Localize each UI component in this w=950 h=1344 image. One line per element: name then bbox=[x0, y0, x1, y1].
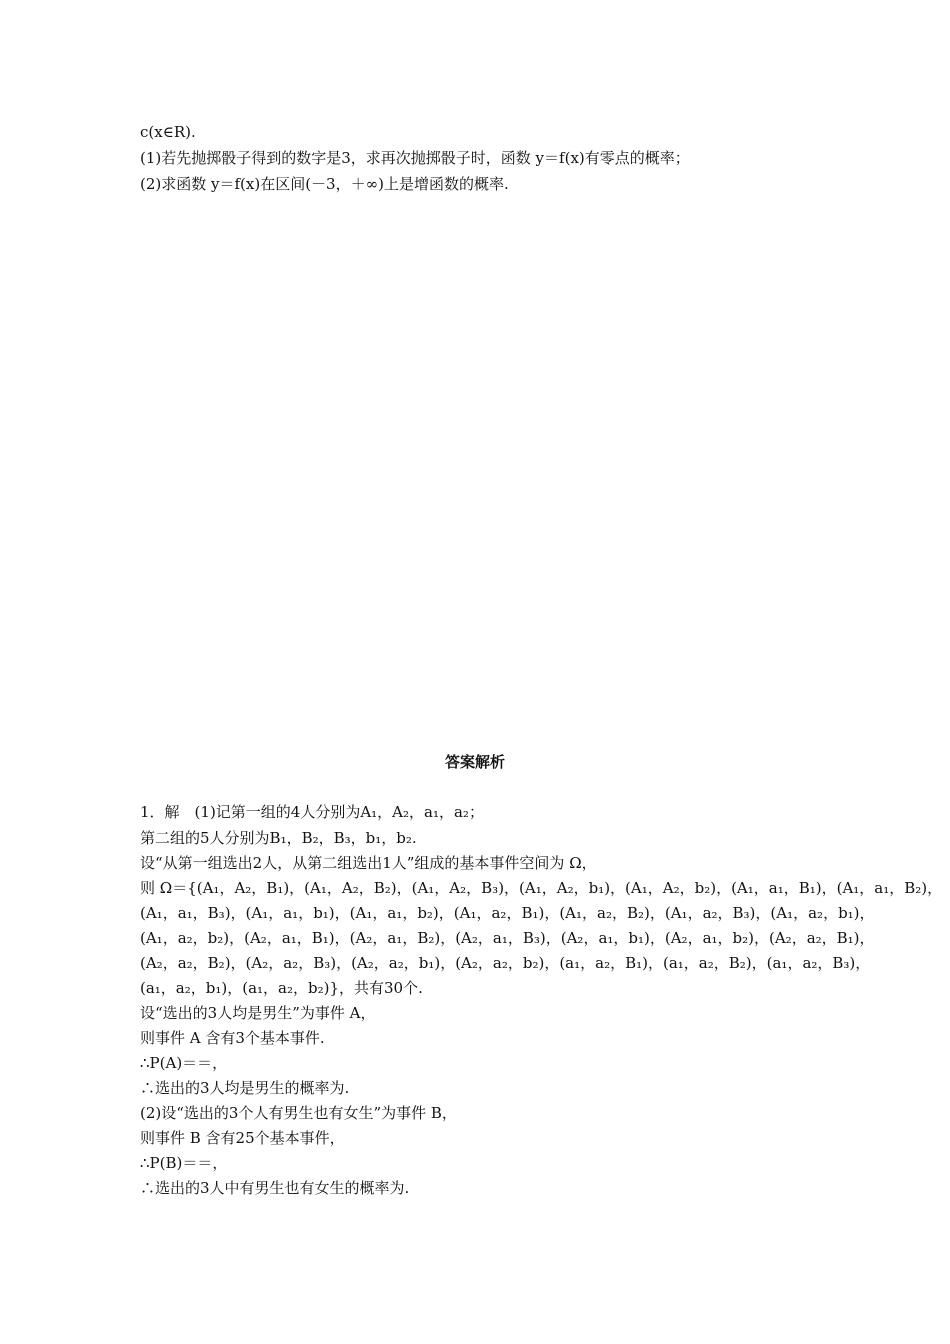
answer-line: (a₁，a₂，b₁)，(a₁，a₂，b₂)}，共有30个. bbox=[140, 979, 423, 997]
answer-line: (2)设“选出的3个人有男生也有女生”为事件 B， bbox=[140, 1104, 457, 1122]
answer-line: 1．解 (1)记第一组的4人分别为A₁，A₂，a₁，a₂； bbox=[140, 803, 484, 821]
answer-line: 则事件 A 含有3个基本事件. bbox=[140, 1029, 325, 1047]
answer-line: (A₂，a₂，B₂)，(A₂，a₂，B₃)，(A₂，a₂，b₁)，(A₂，a₂，b₂)，(a₁，a₂，B₁)，(a₁，a₂，B₂)，(a₁，a₂，B₃)， bbox=[140, 954, 871, 972]
answer-heading: 答案解析 bbox=[444, 753, 505, 771]
answer-line: 第二组的5人分别为B₁，B₂，B₃，b₁，b₂. bbox=[140, 829, 417, 847]
answer-line: 设“选出的3人均是男生”为事件 A， bbox=[140, 1004, 376, 1022]
answer-line: ∴选出的3人均是男生的概率为. bbox=[140, 1079, 350, 1097]
problem-part-2: (2)求函数 y＝f(x)在区间(－3，＋∞)上是增函数的概率. bbox=[140, 175, 509, 193]
answer-line: (A₁，a₂，b₂)，(A₂，a₁，B₁)，(A₂，a₁，B₂)，(A₂，a₁，B₃)，(A₂，a₁，b₁)，(A₂，a₁，b₂)，(A₂，a₂，B₁)， bbox=[140, 929, 875, 947]
answer-line: (A₁，a₁，B₃)，(A₁，a₁，b₁)，(A₁，a₁，b₂)，(A₁，a₂，B₁)，(A₁，a₂，B₂)，(A₁，a₂，B₃)，(A₁，a₂，b₁)， bbox=[140, 904, 875, 922]
answer-line: 则事件 B 含有25个基本事件， bbox=[140, 1129, 345, 1147]
problem-part-1: (1)若先抛掷骰子得到的数字是3，求再次抛掷骰子时，函数 y＝f(x)有零点的概率； bbox=[140, 149, 690, 167]
problem-text-line-1: c(x∈R). bbox=[140, 123, 196, 141]
answer-line: 设“从第一组选出2人，从第二组选出1人”组成的基本事件空间为 Ω， bbox=[140, 854, 597, 872]
answer-line: ∴选出的3人中有男生也有女生的概率为. bbox=[140, 1179, 410, 1197]
answer-line: ∴P(A)＝＝， bbox=[140, 1054, 228, 1072]
answer-line: ∴P(B)＝＝， bbox=[140, 1154, 228, 1172]
answer-line: 则 Ω＝{(A₁，A₂，B₁)，(A₁，A₂，B₂)，(A₁，A₂，B₃)，(A₁，A₂，b₁)，(A₁，A₂，b₂)，(A₁，a₁，B₁)，(A₁，a₁，B₂)， bbox=[140, 879, 943, 897]
